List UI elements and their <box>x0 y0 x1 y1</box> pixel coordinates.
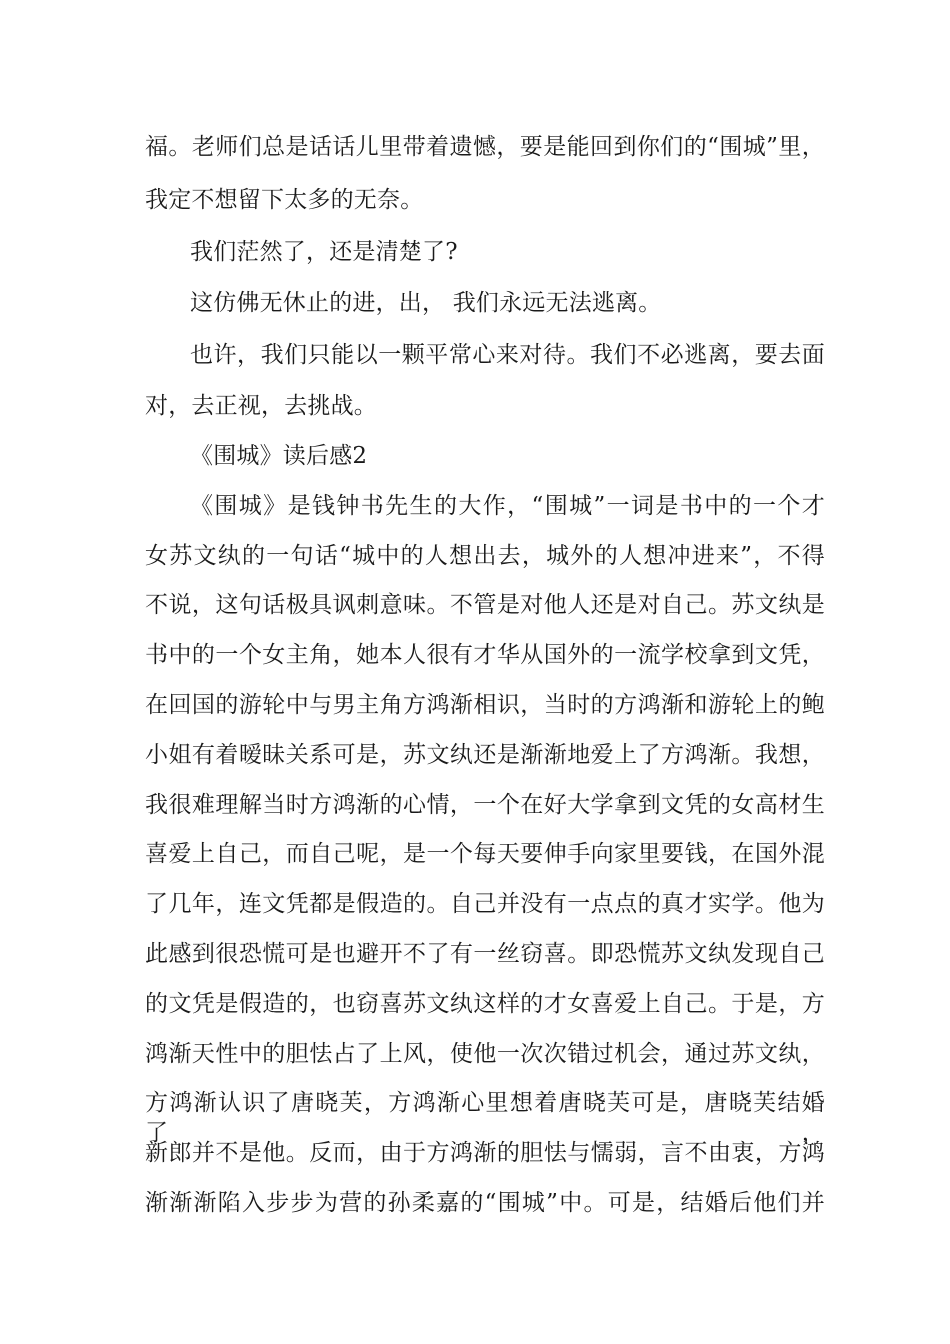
text-line: 不说，这句话极具讽刺意味。不管是对他人还是对自己。苏文纨是 <box>145 592 825 618</box>
text-line: 新郎并不是他。反而，由于方鸿渐的胆怯与懦弱，言不由衷，方鸿 <box>145 1140 825 1166</box>
text-line: 的文凭是假造的，也窃喜苏文纨这样的才女喜爱上自己。于是，方 <box>145 991 825 1017</box>
text-line: 渐渐渐陷入步步为营的孙柔嘉的“围城”中。可是，结婚后他们并 <box>145 1190 825 1216</box>
text-line: 鸿渐天性中的胆怯占了上风，使他一次次错过机会，通过苏文纨， <box>145 1041 825 1067</box>
section-heading: 《围城》读后感2 <box>190 443 368 469</box>
text-line: 对，去正视，去挑战。 <box>145 393 377 419</box>
text-line: 了几年，连文凭都是假造的。自己并没有一点点的真才实学。他为 <box>145 891 825 917</box>
text-line: 在回国的游轮中与男主角方鸿渐相识，当时的方鸿渐和游轮上的鲍 <box>145 692 825 718</box>
text-line: 也许，我们只能以一颗平常心来对待。我们不必逃离，要去面 <box>190 342 825 368</box>
text-line: 小姐有着暧昧关系可是，苏文纨还是渐渐地爱上了方鸿渐。我想， <box>145 742 825 768</box>
text-line: 我定不想留下太多的无奈。 <box>145 187 424 213</box>
text-line: 此感到很恐慌可是也避开不了有一丝窃喜。即恐慌苏文纨发现自己 <box>145 941 825 967</box>
text-line: 《围城》是钱钟书先生的大作，“围城”一词是书中的一个才 <box>190 493 825 519</box>
text-line: 我们茫然了，还是清楚了? <box>190 239 458 265</box>
text-line: 女苏文纨的一句话“城中的人想出去，城外的人想冲进来”，不得 <box>145 543 825 569</box>
text-line: 这仿佛无休止的进，出， 我们永远无法逃离。 <box>190 290 662 316</box>
text-line: 书中的一个女主角，她本人很有才华从国外的一流学校拿到文凭， <box>145 642 825 668</box>
text-line: 我很难理解当时方鸿渐的心情，一个在好大学拿到文凭的女高材生 <box>145 792 825 818</box>
text-line: 福。老师们总是话话儿里带着遗憾，要是能回到你们的“围城”里， <box>145 134 825 160</box>
text-line: 方鸿渐认识了唐晓芙，方鸿渐心里想着唐晓芙可是，唐晓芙结婚了， <box>145 1090 825 1146</box>
text-line: 喜爱上自己，而自己呢，是一个每天要伸手向家里要钱，在国外混 <box>145 841 825 867</box>
